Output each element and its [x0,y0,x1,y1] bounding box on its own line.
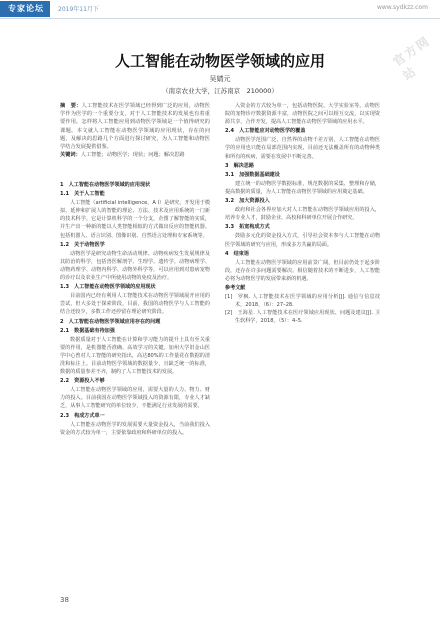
section-heading: 2.3 构成方式单一 [60,412,105,419]
section-heading: 2.1 数据基础有待加强 [60,327,115,334]
section-heading: 1 人工智能在动物医学领域的应用现状 [60,182,151,188]
section-heading: 3.3 拓宽构成方式 [225,224,270,231]
section-heading: 3 解决思路 [225,162,255,169]
keywords: 人工智能；动物医学；现状；问题；解决思路 [80,152,185,159]
site-url: www.sydkzz.com [376,4,428,11]
abstract-label: 摘 要： [60,103,82,109]
keywords-label: 关键词： [60,152,81,159]
paragraph: 人工智能在动物医学的发展需要大量资金投入，当前我们投入资金的方式较为单一，主要依靠政府和科研单位的投入。 [60,421,210,436]
paragraph: 政府和社会各界应加大对人工智能在动物医学领域应用的投入，培养专业人才，鼓励企业、高校和科研单位开展合作研究。 [225,207,380,222]
paragraph: 人工智能（artificial intelligence，A I）是研究、开发用于模拟、延伸和扩展人的智能的理论、方法、技术及应用系统的一门新的技术科学。它是计算机科学的一个分支，企图了解智能的实质，并生产出一种新的能以人类智能相似的方式做出反应的智能机器。包括机器人、语言识别、图像识别、自然语言处理和专家系统等。 [60,200,210,239]
paragraph: 数据质量对于人工智能在计算和学习能力的提升上具有至关重要的作用，是机器能否准确、高效学习的关键。加州大学旧金山医学中心曾对人工智能的研究指出，高达80%的工作量花在数据的清洗和标注上。目前动物医学领域的数据量少，且缺乏统一的标准，数据的质量参差不齐，制约了人工智能技术的发展。 [60,336,210,376]
paragraph: 人工智能在动物医学领域的应用，需要大量的人力、物力、财力的投入。目前我国在动物医学领域投入的资源有限，专业人才缺乏，从事人工智能研究的单位较少，不能满足行业发展的需要。 [60,387,210,410]
section-heading: 4 结束语 [225,250,249,257]
section-heading: 3.2 加大资源投入 [225,198,270,205]
paragraph: 鼓励多元化的资金投入方式，引导社会资本参与人工智能在动物医学领域的研究与应用，形成多方共赢的局面。 [225,233,380,248]
left-column [60,180,210,437]
affiliation: （南京农业大学，江苏南京 210000） [162,87,278,95]
section-heading: 1.2 关于动物医学 [60,241,105,248]
section-heading: 2.4 人工智能应对动物医学的覆盖 [225,128,306,135]
article-title: 人工智能在动物医学领域的应用 [114,52,325,70]
paragraph: 动物医学范围广泛，自然界的动物千差万别，人工智能在动物医学的应用也只能在局部范围内实现，目前还无法覆盖所有的动物种类和所有的疾病，需要在发展中不断完善。 [225,137,380,160]
page-header [0,0,440,19]
author: 吴婧元 [209,75,231,83]
section-heading: 3.1 加强数据基础建设 [225,171,280,178]
paragraph: 入资金的方式较为单一，包括动物医院、大学实验室等。动物医院的宠物诊疗数据资源丰富，动物医院之间可以相互交流，以实现资源共享，合作开发，提高人工智能在动物医学领域的应用水平。 [225,103,380,126]
abstract [60,102,210,159]
paragraph: 人工智能在动物医学领域的应用前景广阔，但目前仍处于起步阶段，还存在许多问题需要解决。相信随着技术的不断进步，人工智能必将为动物医学的发展带来新的机遇。 [225,259,380,282]
watermark: 官方网站 [390,33,433,84]
reference-item: [1] 罗枫. 人工智能技术在医学领域的应用分析[J]. 通信与信息技术，2018，（6）：27–28. [225,294,380,309]
right-column [225,102,380,325]
abstract-text: 人工智能技术在医学领域已经得到广泛的应用，动物医学作为医学的一个重要分支，对于人工智能技术的发展也有着重要作用。怎样将人工智能应用到动物医学领域是一个值得研究的课题。本文就人工智能在动物医学领域的应用现状，存在的问题，及解决的思路几个方面进行探讨研究，为人工智能和动物医学结合发展提供借鉴。 [60,103,210,151]
paragraph: 建立统一的动物医学数据标准，规范数据的采集、整理和存储，提高数据的质量，为人工智能在动物医学领域的应用奠定基础。 [225,180,380,195]
paragraph: 动物医学是研究动物生命活动规律、动物疾病发生发展规律及其防治的科学，包括兽医解剖学、生理学、遗传学、动物病理学、动物药理学、动物内科学、动物外科学等，可以应用到对患病宠物的诊疗以及农业生产中所使用动物的免疫及治疗。 [60,250,210,282]
issue-date: 2019年11月下 [58,6,99,13]
section-heading: 2 人工智能在动物医学领域应用存在的问题 [60,318,161,325]
section-heading: 参考文献 [225,284,246,291]
page-number: 38 [60,596,69,604]
section-heading: 2.2 资源投入不够 [60,378,105,385]
section-heading: 1.1 关于人工智能 [60,191,105,198]
paragraph: 目前国内已经有利用人工智能技术在动物医学领域展开应用的尝试，但大多处于探索阶段，目前，我国的动物医学与人工智能的结合还较少，多数工作还停留在理论研究阶段。 [60,293,210,316]
reference-item: [2] 王海星. 人工智能技术在医疗领域应用现状、问题及建议[J]. 卫生软科学，2018，（5）：4–5. [225,310,380,325]
section-heading: 1.3 人工智能在动物医学领域的应用现状 [60,284,156,291]
section-badge: 专家论坛 [0,1,50,17]
